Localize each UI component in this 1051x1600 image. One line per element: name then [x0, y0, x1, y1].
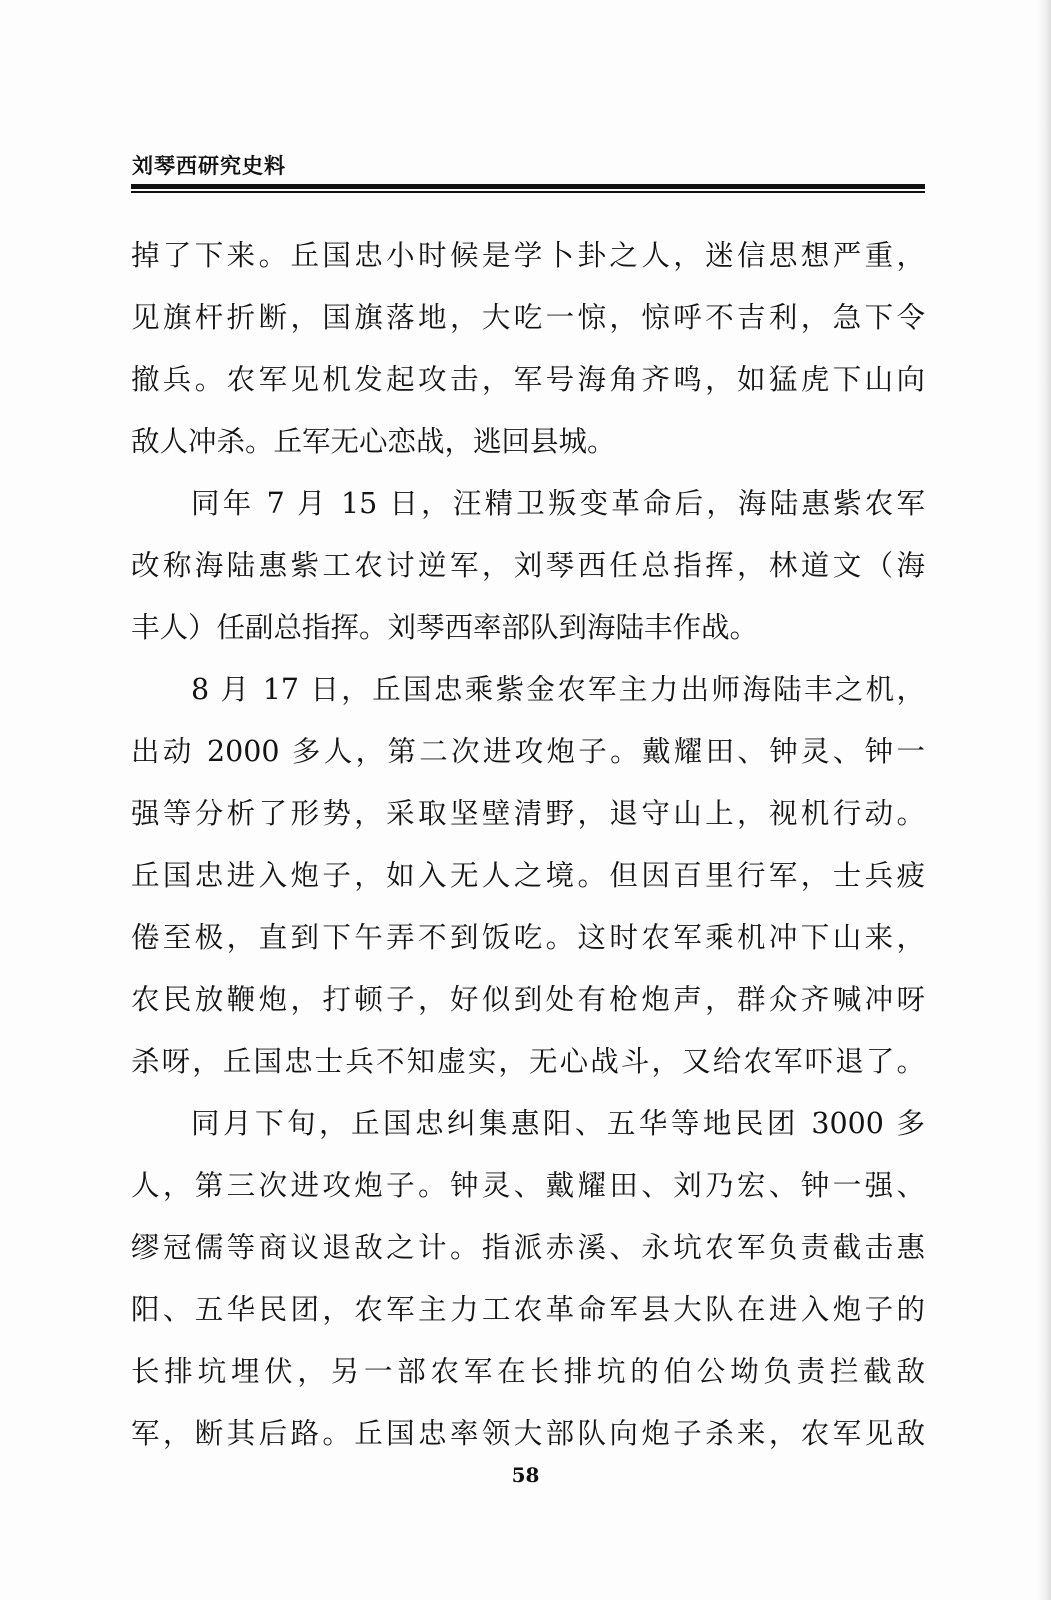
page-edge-shadow — [1037, 0, 1051, 1600]
text-line: 丰人）任副总指挥。刘琴西率部队到海陆丰作战。 — [131, 611, 759, 644]
body-text — [131, 225, 925, 1465]
text-line: 同月下旬，丘国忠纠集惠阳、五华等地民团 3000 多 — [191, 1107, 925, 1140]
text-line: 8 月 17 日，丘国忠乘紫金农军主力出师海陆丰之机， — [191, 673, 925, 706]
running-head: 刘琴西研究史料 — [132, 154, 286, 178]
text-line: 改称海陆惠紫工农讨逆军，刘琴西任总指挥，林道文（海 — [131, 549, 925, 582]
text-line: 倦至极，直到下午弄不到饭吃。这时农军乘机冲下山来， — [131, 921, 925, 954]
text-line: 农民放鞭炮，打顿子，好似到处有枪炮声，群众齐喊冲呀 — [131, 983, 925, 1016]
text-line: 丘国忠进入炮子，如入无人之境。但因百里行军，士兵疲 — [131, 859, 925, 892]
page-number: 58 — [511, 1463, 540, 1487]
text-line: 强等分析了形势，采取坚壁清野，退守山上，视机行动。 — [131, 797, 925, 830]
text-line: 出动 2000 多人，第二次进攻炮子。戴耀田、钟灵、钟一 — [131, 735, 925, 768]
header-rule-thin — [131, 191, 925, 193]
text-line: 同年 7 月 15 日，汪精卫叛变革命后，海陆惠紫农军 — [191, 487, 925, 520]
text-line: 见旗杆折断，国旗落地，大吃一惊，惊呼不吉利，急下令 — [131, 301, 925, 334]
text-line: 长排坑埋伏，另一部农军在长排坑的伯公坳负责拦截敌 — [131, 1355, 925, 1388]
text-line: 掉了下来。丘国忠小时候是学卜卦之人，迷信思想严重， — [131, 239, 925, 272]
text-line: 阳、五华民团，农军主力工农革命军县大队在进入炮子的 — [131, 1293, 925, 1326]
text-line: 人，第三次进攻炮子。钟灵、戴耀田、刘乃宏、钟一强、 — [131, 1169, 925, 1202]
text-line: 军，断其后路。丘国忠率领大部队向炮子杀来，农军见敌 — [131, 1417, 925, 1450]
text-line: 敌人冲杀。丘军无心恋战，逃回县城。 — [131, 425, 616, 458]
text-line: 杀呀，丘国忠士兵不知虚实，无心战斗，又给农军吓退了。 — [131, 1045, 925, 1078]
header-rule-thick — [131, 184, 925, 189]
text-line: 缪冠儒等商议退敌之计。指派赤溪、永坑农军负责截击惠 — [131, 1231, 925, 1264]
text-line: 撤兵。农军见机发起攻击，军号海角齐鸣，如猛虎下山向 — [131, 363, 925, 396]
